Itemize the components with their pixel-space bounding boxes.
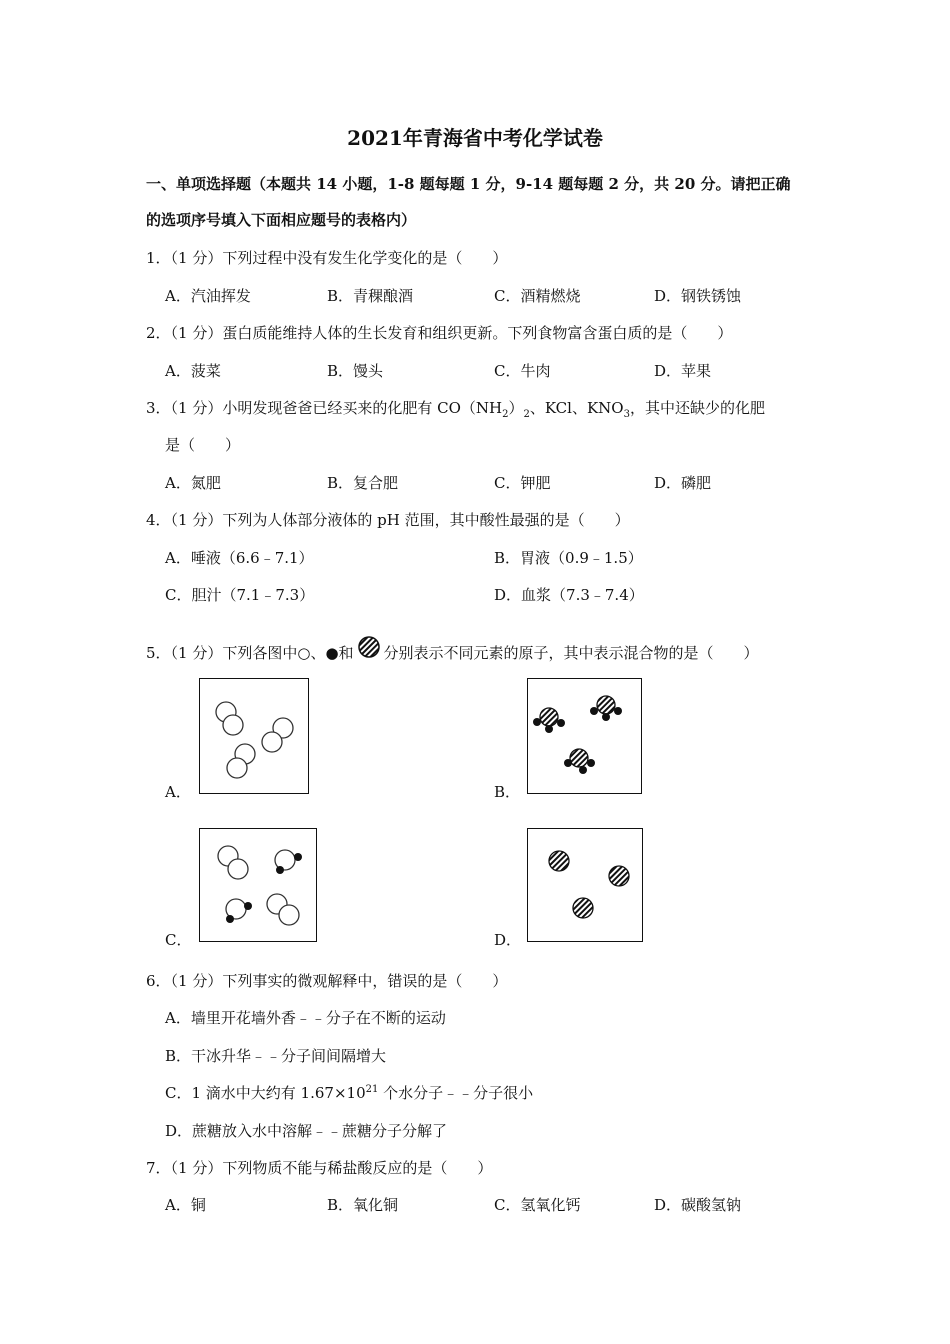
q7-option-c: C．氢氧化钙 xyxy=(494,1196,581,1214)
q7-option-a: A．铜 xyxy=(165,1196,206,1214)
q6-option-a: A．墙里开花墙外香﹣﹣分子在不断的运动 xyxy=(165,1009,446,1027)
q5-diagram-b xyxy=(527,678,642,794)
q2-option-c: C．牛肉 xyxy=(494,362,551,380)
question-2-stem: 2．（1 分）蛋白质能维持人体的生长发育和组织更新。下列食物富含蛋白质的是（ ） xyxy=(146,324,733,342)
q5-diagram-a xyxy=(199,678,309,794)
q5-option-d: D． xyxy=(494,931,522,949)
q1-option-d: D．钢铁锈蚀 xyxy=(654,287,742,305)
q3-option-d: D．磷肥 xyxy=(654,474,712,492)
q5-option-b: B． xyxy=(494,783,521,801)
q5-option-a: A． xyxy=(165,783,191,801)
section-heading-line1: 一、单项选择题（本题共 14 小题，1-8 题每题 1 分，9-14 题每题 2 分，共 20 分。请把正确 xyxy=(146,175,791,193)
q7-option-b: B．氧化铜 xyxy=(327,1196,399,1214)
q3-option-b: B．复合肥 xyxy=(327,474,399,492)
q5-diagram-c xyxy=(199,828,317,942)
hatched-atom-icon xyxy=(356,636,382,662)
q6-option-b: B．干冰升华﹣﹣分子间间隔增大 xyxy=(165,1047,387,1065)
q4-option-a: A．唾液（6.6﹣7.1） xyxy=(165,549,314,567)
q6-option-c: C．1 滴水中大约有 $1.67\times 10^{21}$ 个水分子﹣﹣分子很小 xyxy=(165,1084,534,1102)
q6-option-d: D．蔗糖放入水中溶解﹣﹣蔗糖分子分解了 xyxy=(165,1122,448,1140)
q2-option-b: B．馒头 xyxy=(327,362,384,380)
q1-option-c: C．酒精燃烧 xyxy=(494,287,581,305)
q4-option-d: D．血浆（7.3﹣7.4） xyxy=(494,586,644,604)
q1-option-b: B．青稞酿酒 xyxy=(327,287,414,305)
q5-option-c: C． xyxy=(165,931,192,949)
question-4-stem: 4．（1 分）下列为人体部分液体的 pH 范围，其中酸性最强的是（ ） xyxy=(146,511,630,529)
q2-option-a: A．菠菜 xyxy=(165,362,221,380)
question-3-stem: 3．（1 分）小明发现爸爸已经买来的化肥有 $CO(NH_2)_2$、KCl、$KNO_3$，其中还缺少的化肥 xyxy=(146,399,765,420)
question-1-stem: 1．（1 分）下列过程中没有发生化学变化的是（ ） xyxy=(146,249,508,267)
q3-option-a: A．氮肥 xyxy=(165,474,221,492)
section-heading-line2: 的选项序号填入下面相应题号的表格内） xyxy=(146,211,417,229)
question-5-stem: 5．（1 分）下列各图中○、●和 分别表示不同元素的原子，其中表示混合物的是（ ） xyxy=(146,636,759,663)
q7-option-d: D．碳酸氢钠 xyxy=(654,1196,742,1214)
question-6-stem: 6．（1 分）下列事实的微观解释中，错误的是（ ） xyxy=(146,972,508,990)
q2-option-d: D．苹果 xyxy=(654,362,712,380)
question-3-stem-continued: 是（ ） xyxy=(165,436,241,454)
question-7-stem: 7．（1 分）下列物质不能与稀盐酸反应的是（ ） xyxy=(146,1159,493,1177)
page-title: 2021年青海省中考化学试卷 xyxy=(347,126,603,150)
q3-option-c: C．钾肥 xyxy=(494,474,551,492)
q1-option-a: A．汽油挥发 xyxy=(165,287,251,305)
q4-option-c: C．胆汁（7.1﹣7.3） xyxy=(165,586,315,604)
q5-diagram-d xyxy=(527,828,643,942)
q4-option-b: B．胃液（0.9﹣1.5） xyxy=(494,549,643,567)
